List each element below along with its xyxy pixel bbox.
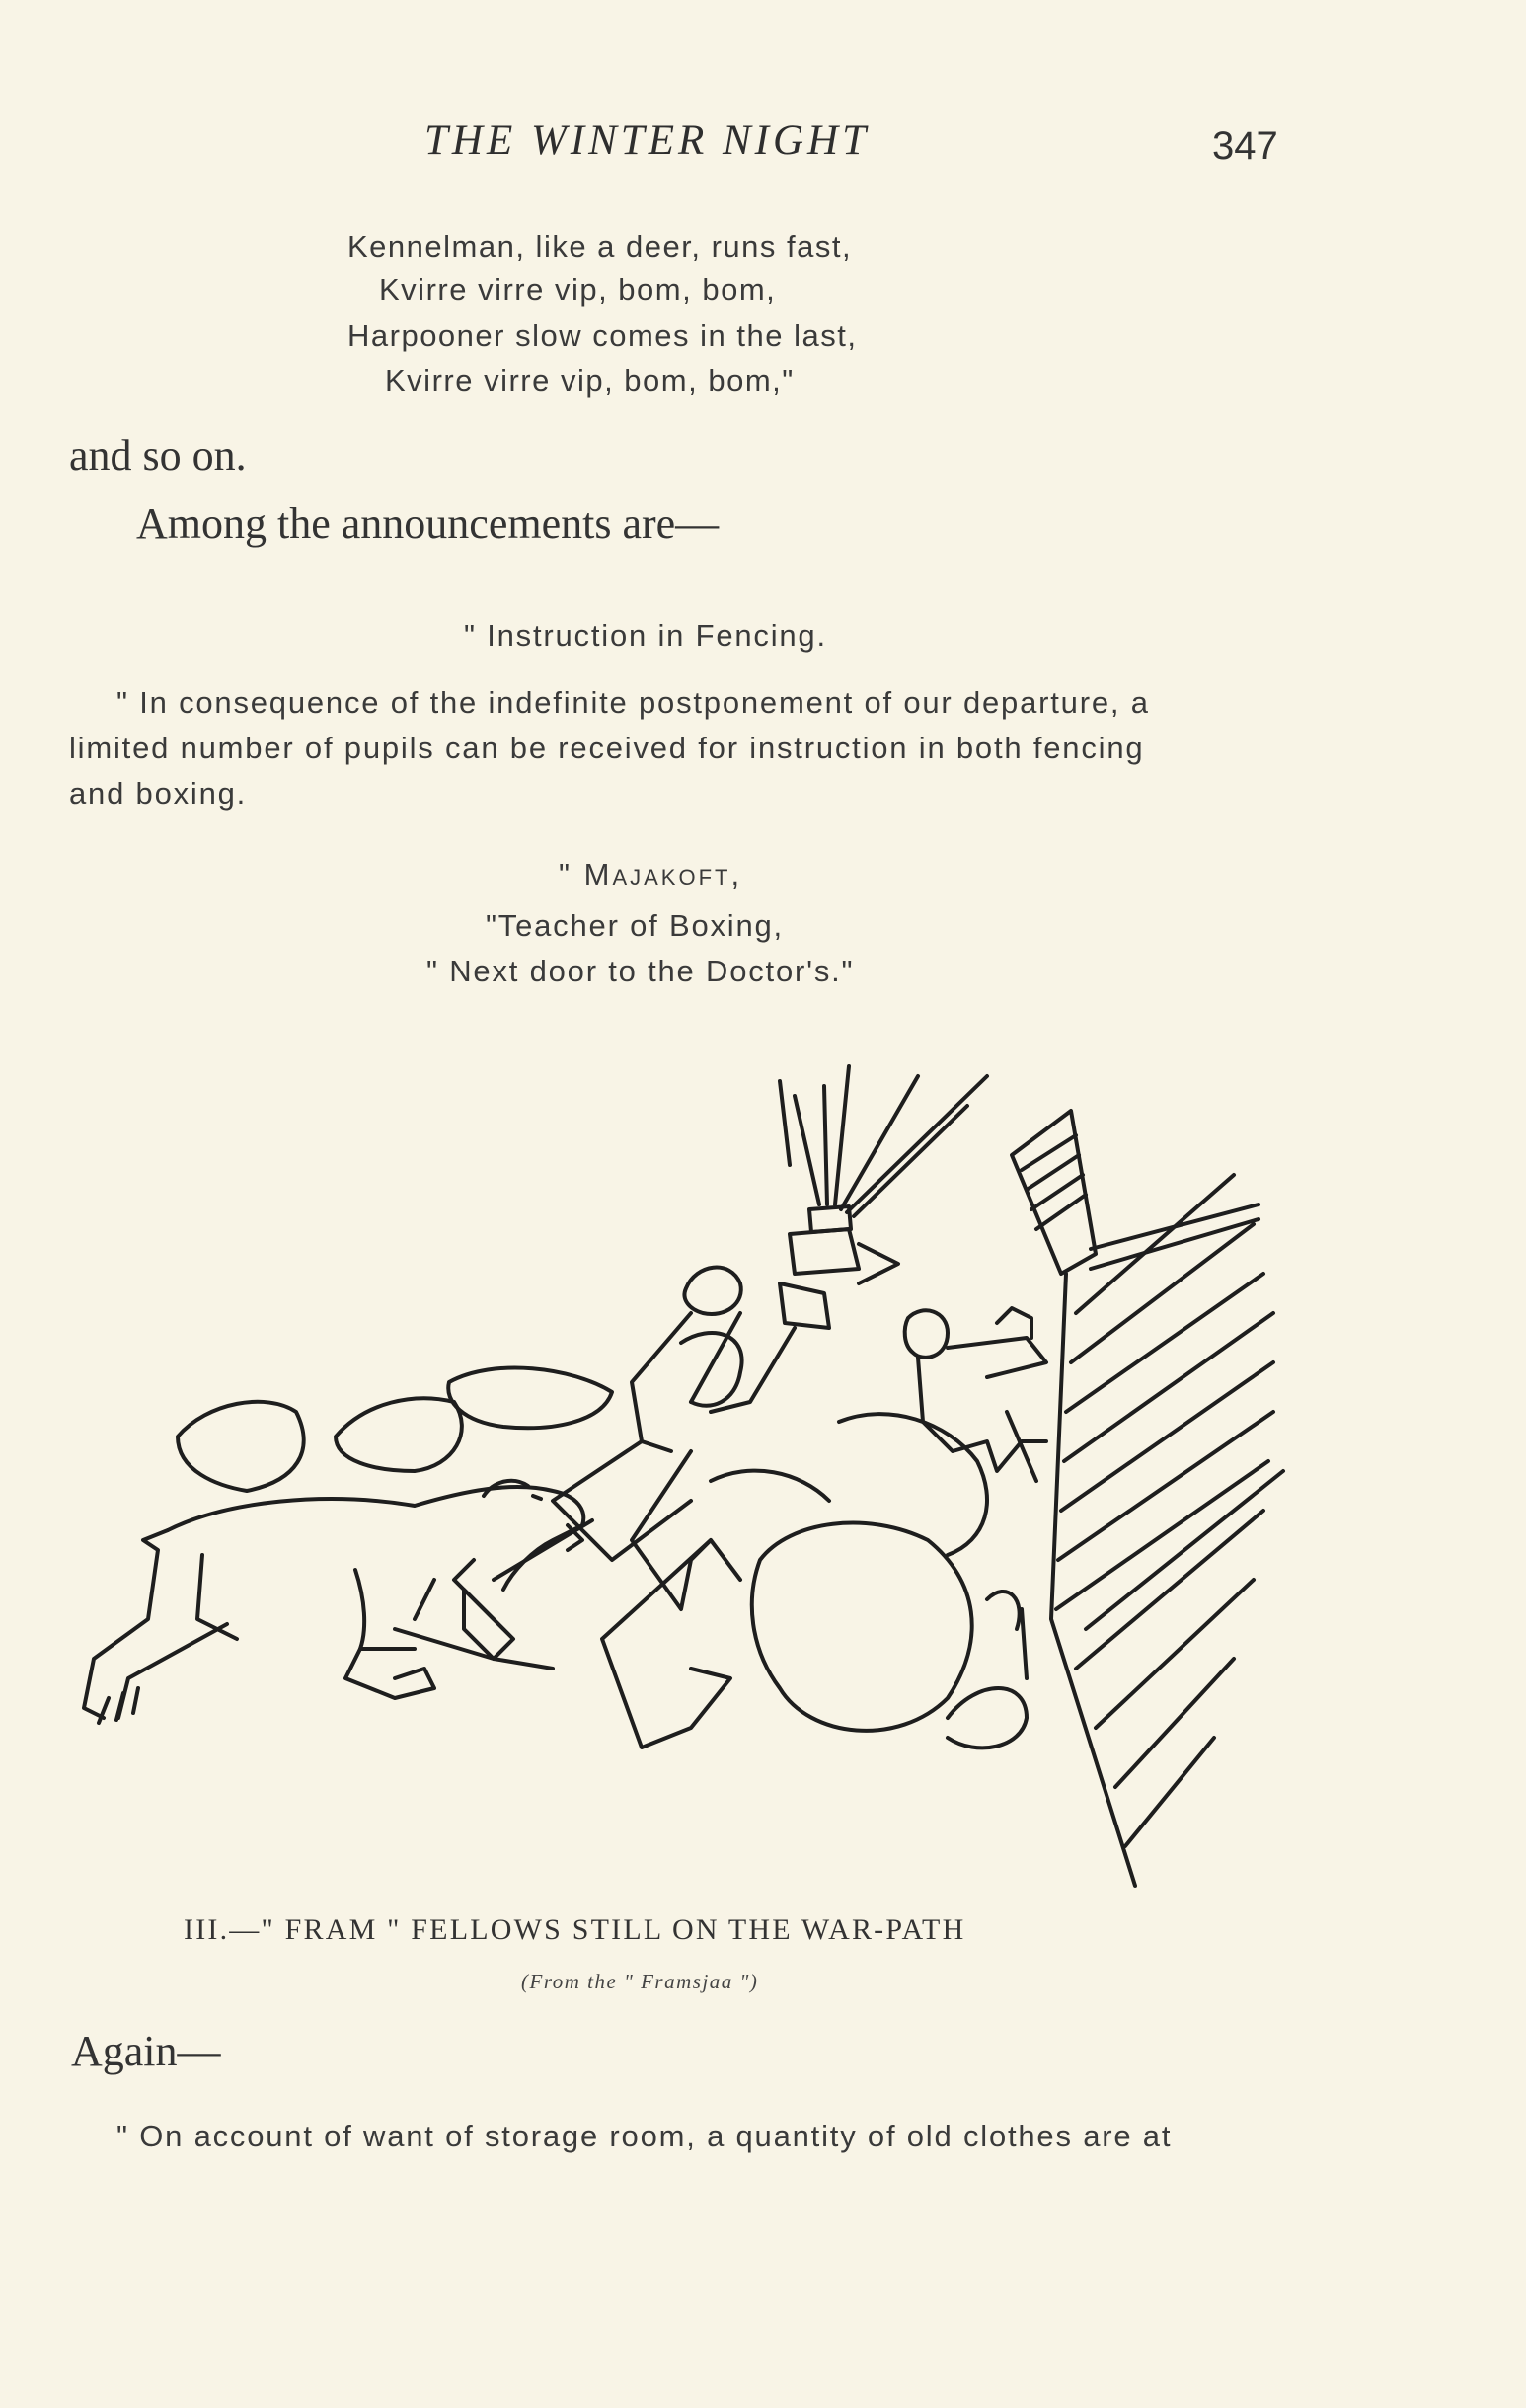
notice-line: " In consequence of the indefinite postponement of our departure, a xyxy=(116,685,1150,720)
page-number: 347 xyxy=(1212,124,1278,168)
verse-line: Harpooner slow comes in the last, xyxy=(347,318,858,352)
lamp xyxy=(780,1066,987,1283)
verse-line: Kennelman, like a deer, runs fast, xyxy=(347,229,853,264)
verse-line: Kvirre virre vip, bom, bom," xyxy=(385,363,795,398)
paragraph-text: Again— xyxy=(71,2027,221,2075)
ice-blocks xyxy=(178,1368,1027,1748)
verse-line: Kvirre virre vip, bom, bom, xyxy=(379,272,777,307)
paragraph-text: and so on. xyxy=(69,431,247,480)
polar-bear xyxy=(84,1481,583,1723)
signature-name: " Majakoft, xyxy=(559,857,743,892)
paragraph-text: " On account of want of storage room, a quantity of old clothes are at xyxy=(116,2119,1173,2153)
paragraph-text: Among the announcements are— xyxy=(136,500,720,548)
figure-caption: III.—" FRAM " FELLOWS STILL ON THE WAR-PATH xyxy=(184,1913,966,1946)
notice-line: limited number of pupils can be received for instruction in both fencing xyxy=(69,731,1145,765)
figure-source: (From the " Framsjaa ") xyxy=(521,1970,759,1993)
hatched-wall xyxy=(1051,1175,1283,1886)
signature-role: "Teacher of Boxing, xyxy=(486,908,784,943)
peeking-figure xyxy=(905,1308,1046,1481)
notice-line: and boxing. xyxy=(69,776,248,811)
signature-address: " Next door to the Doctor's." xyxy=(426,954,855,988)
running-title: THE WINTER NIGHT xyxy=(424,117,871,164)
notice-title: " Instruction in Fencing. xyxy=(464,618,827,653)
boxer-figure xyxy=(464,1268,829,1748)
